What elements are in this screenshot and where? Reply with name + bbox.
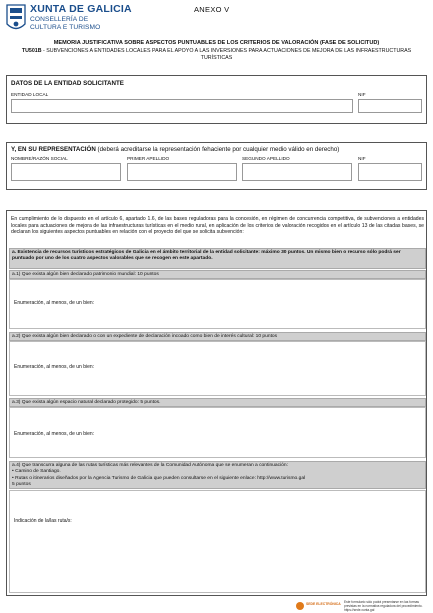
annex-label: ANEXO V [194, 5, 230, 14]
criterion-a4-answer-field[interactable] [9, 490, 426, 593]
document-subtitle [10, 48, 423, 62]
criterion-a1-answer-label: Enumeración, al menos, de un bien: [14, 300, 95, 306]
criterion-a2-answer-label: Enumeración, al menos, de un bien: [14, 364, 95, 370]
logo-department-line1: CONSELLERÍA DE [30, 16, 89, 23]
sede-electronica-label: SEDE ELECTRÓNICA [306, 602, 341, 606]
page-header [6, 3, 427, 39]
criterion-a3-answer-field[interactable] [9, 407, 426, 458]
criterion-a3-header: a.3) Que exista algún espacio natural declarado protegido: 5 puntos. [9, 398, 426, 407]
criterion-a4-line1: a.4) Que transcurra alguna de las rutas turísticas más relevantes de la Comunidad Autónoma que se enumeran a continuación: [12, 463, 288, 468]
page-footer [296, 601, 428, 612]
representation-section [6, 142, 427, 190]
representative-nif-field[interactable] [358, 163, 422, 181]
footer-note: Este formulario sólo podrá presentarse en las formas previstas en la normativa reguladora del procedimiento. https://sede.xunta.gal [344, 600, 423, 612]
name-label: NOMBRE/RAZÓN SOCIAL [11, 156, 68, 161]
criterion-a2-header: a.2) Que exista algún bien declarado o con un expediente de declaración incoado como bien de interés cultural: 10 puntos [9, 332, 426, 341]
applicant-nif-field[interactable] [358, 99, 422, 113]
criterion-a4-line2: • Camino de Santiago. [12, 469, 61, 475]
representation-title: Y, EN SU REPRESENTACIÓN [11, 146, 96, 153]
procedure-description: - SUBVENCIONES A ENTIDADES LOCALES PARA EL APOYO A LAS INVERSIONES PARA ACTUACIONES DE MEJORA DE LAS INFRAESTRUCTURAS TURÍSTICAS [41, 48, 412, 61]
xunta-shield-icon [6, 4, 26, 34]
criterion-a1-header: a.1) Que exista algún bien declarado patrimonio mundial: 10 puntos [9, 270, 426, 279]
criterion-a1-answer-field[interactable] [9, 279, 426, 329]
surname2-field[interactable] [242, 163, 352, 181]
criterion-a4-line3: • Rutas o itinerarios diseñados por la Agencia Turismo de Galicia que pueden consultarse en el siguiente enlace: http://www.turismo.gal [12, 475, 306, 481]
xunta-logo [6, 3, 156, 37]
logo-title: XUNTA DE GALICIA [30, 3, 132, 15]
document-title: MEMORIA JUSTIFICATIVA SOBRE ASPECTOS PUNTUABLES DE LOS CRITERIOS DE VALORACIÓN (FASE DE SOLICITUD) [53, 40, 380, 46]
sede-electronica-icon [296, 602, 304, 610]
applicant-nif-label: NIF [358, 92, 366, 97]
criteria-section [6, 210, 427, 596]
entity-field[interactable] [11, 99, 353, 113]
representation-note: (deberá acreditarse la representación fehaciente por cualquier medio válido en derecho) [95, 146, 340, 153]
representative-nif-label: NIF [358, 156, 366, 161]
surname2-label: SEGUNDO APELLIDO [242, 156, 290, 161]
applicant-section-title: DATOS DE LA ENTIDAD SOLICITANTE [11, 80, 124, 87]
criterion-a3-answer-label: Enumeración, al menos, de un bien: [14, 431, 95, 437]
entity-label: ENTIDAD LOCAL [11, 92, 49, 97]
surname1-field[interactable] [127, 163, 237, 181]
procedure-code: TU501B [21, 48, 42, 54]
logo-department-line2: CULTURA E TURISMO [30, 24, 101, 31]
criterion-a2-answer-field[interactable] [9, 341, 426, 396]
criterion-a4-answer-label: Indicación de la/las ruta/s: [14, 518, 72, 524]
criterion-a4-line4: 5 puntos [12, 482, 31, 488]
criterion-a4-header [9, 461, 426, 489]
criterion-a-text: a. Existencia de recursos turísticos estratégicos de Galicia en el ámbito territorial de la entidad solicitante: máximo 30 puntos. Un mismo bien o recurso sólo podrá ser puntuado por uno de los cuatro aspectos valorables que se recogen en este apartado. [12, 250, 401, 262]
representation-section-title [11, 146, 339, 153]
surname1-label: PRIMER APELLIDO [127, 156, 170, 161]
name-field[interactable] [11, 163, 121, 181]
applicant-section [6, 75, 427, 124]
intro-paragraph: En cumplimiento de lo dispuesto en el artículo 6, apartado 1.6, de las bases reguladoras para la concesión, en régimen de concurrencia competitiva, de subvenciones a entidades locales para actuaciones de mejora de las infraestructuras turísticas en el medio rural, en aplicación de los criterios de valoración recogidos en el artículo 13 de las citadas bases, se declaran los siguientes aspectos puntuables en relación con el proyecto del que se solicita subvención: [11, 216, 424, 236]
criterion-a-header [9, 248, 426, 269]
